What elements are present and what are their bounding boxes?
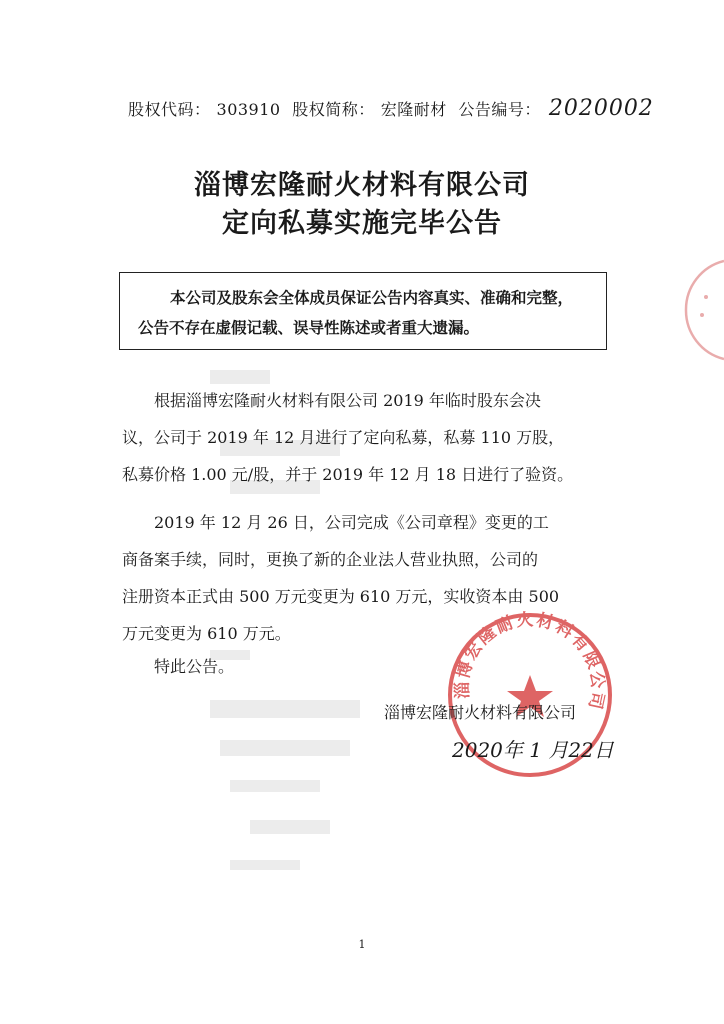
disclaimer-line-1: 本公司及股东会全体成员保证公告内容真实、准确和完整， <box>170 289 574 307</box>
partial-seal-edge <box>676 255 724 365</box>
signing-company: 淄博宏隆耐火材料有限公司 <box>384 703 577 722</box>
announcement-number-label: 公告编号： <box>458 100 541 119</box>
paragraph-line: 2019 年 12 月 26 日，公司完成《公司章程》变更的工 <box>154 513 549 532</box>
signing-date-handwritten: 2020年 1 月22日 <box>452 738 614 762</box>
paragraph-line: 根据淄博宏隆耐火材料有限公司 2019 年临时股东会决 <box>154 391 541 410</box>
paragraph-line: 议，公司于 2019 年 12 月进行了定向私募，私募 110 万股， <box>122 428 565 447</box>
stock-code-label: 股权代码： <box>128 100 211 119</box>
paragraph-line: 注册资本正式由 500 万元变更为 610 万元，实收资本由 500 <box>122 587 560 606</box>
disclaimer-box <box>119 272 607 350</box>
announcement-title: 定向私募实施完毕公告 <box>222 208 502 239</box>
body-paragraph-1 <box>122 382 620 493</box>
disclaimer-line-2: 公告不存在虚假记载、误导性陈述或者重大遗漏。 <box>138 319 480 337</box>
stock-short-name-value: 宏隆耐材 <box>380 100 447 119</box>
page-number: 1 <box>358 938 366 951</box>
paragraph-line: 万元变更为 610 万元。 <box>122 624 291 643</box>
announcement-number-handwritten: 2020002 <box>548 96 654 121</box>
company-title: 淄博宏隆耐火材料有限公司 <box>194 170 530 201</box>
stock-code-value: 303910 <box>216 100 281 119</box>
svg-text:淄博宏隆耐火材料有限公司: 淄博宏隆耐火材料有限公司 <box>452 609 608 713</box>
announcement-header <box>128 96 660 121</box>
stock-short-name-label: 股权简称： <box>292 100 375 119</box>
paragraph-line: 商备案手续，同时，更换了新的企业法人营业执照，公司的 <box>122 550 539 569</box>
closing-line: 特此公告。 <box>154 657 235 676</box>
paragraph-line: 私募价格 1.00 元/股，并于 2019 年 12 月 18 日进行了验资。 <box>122 465 574 484</box>
